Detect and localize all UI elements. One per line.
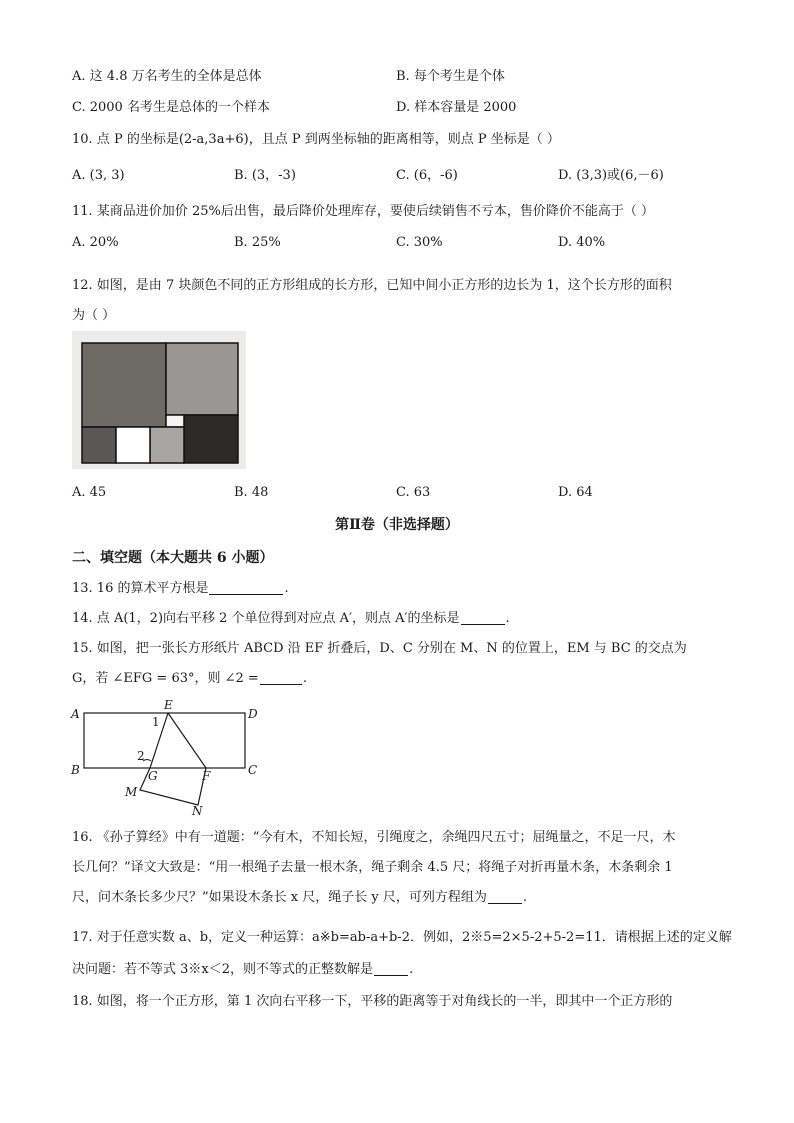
q12-stem-line2: 为（ ）: [72, 308, 116, 323]
q10-option-b: B. (3，-3): [234, 168, 296, 183]
q11-stem: 11. 某商品进价加价 25%后出售，最后降价处理库存，要使后续销售不亏本，售价降价不能高于（ ）: [72, 204, 654, 219]
q10-option-a: A. (3, 3): [72, 168, 125, 183]
q16-line1: 16. 《孙子算经》中有一道题：“今有木，不知长短，引绳度之，余绳四尺五寸；屈绳量之，不足一尺，木: [72, 830, 676, 845]
label-c: C: [248, 763, 258, 777]
q11-option-d: D. 40%: [558, 235, 606, 250]
q12-squares-figure: [72, 331, 246, 469]
part2-title: 第Ⅱ卷（非选择题）: [335, 517, 459, 533]
square-bottom-left: [82, 427, 116, 463]
q14-text: 14. 点 A(1，2)向右平移 2 个单位得到对应点 A′，则点 A′的坐标是: [72, 611, 460, 626]
label-g: G: [148, 769, 158, 783]
q15-end: .: [302, 671, 307, 686]
q9-option-a: A. 这 4.8 万名考生的全体是总体: [72, 69, 262, 84]
q16-text: 尺，问木条长多少尺？”如果设木条长 x 尺，绳子长 y 尺，可列方程组为: [72, 890, 487, 905]
section2-title: 二、填空题（本大题共 6 小题）: [72, 550, 274, 566]
q9-option-c: C. 2000 名考生是总体的一个样本: [72, 100, 270, 115]
q17-text: 决问题：若不等式 3※x＜2，则不等式的正整数解是: [72, 962, 374, 977]
label-m: M: [125, 785, 138, 799]
q13-end: .: [284, 581, 289, 596]
q11-option-c: C. 30%: [396, 235, 443, 250]
q17-line1: 17. 对于任意实数 a、b，定义一种运算：a※b=ab-a+b-2．例如，2※5=2×5-2+5-2=11．请根据上述的定义解: [72, 930, 732, 945]
q15-line1: 15. 如图，把一张长方形纸片 ABCD 沿 EF 折叠后，D、C 分别在 M、N 的位置上，EM 与 BC 的交点为: [72, 641, 687, 656]
q12-option-b: B. 48: [234, 485, 269, 500]
q11-option-b: B. 25%: [234, 235, 281, 250]
label-f: F: [202, 769, 211, 783]
q11-option-a: A. 20%: [72, 235, 119, 250]
q17-line2: [72, 961, 413, 979]
q16-end: .: [522, 890, 527, 905]
q12-option-d: D. 64: [558, 485, 593, 500]
square-top-right: [166, 343, 238, 415]
q10-option-d: D. (3,3)或(6,－6): [558, 168, 664, 183]
q16-line2: 长几何？”译文大致是：“用一根绳子去量一根木条，绳子剩余 4.5 尺；将绳子对折再量木条，木条剩余 1: [72, 860, 673, 875]
label-angle-2: 2: [137, 749, 145, 763]
label-b: B: [71, 763, 80, 777]
q12-option-a: A. 45: [72, 485, 107, 500]
q10-option-c: C. (6，-6): [396, 168, 458, 183]
q15-line2: [72, 670, 307, 688]
q12-option-c: C. 63: [396, 485, 431, 500]
q15-answer-blank[interactable]: [260, 670, 302, 685]
label-angle-1: 1: [152, 715, 160, 729]
q14-answer-blank[interactable]: [461, 610, 505, 625]
q16-answer-blank[interactable]: [488, 889, 522, 904]
q13-line: [72, 580, 289, 598]
square-bottom-right: [184, 415, 238, 463]
square-large: [82, 343, 166, 427]
square-bottom-mid: [150, 427, 184, 463]
q13-answer-blank[interactable]: [209, 580, 283, 595]
q17-end: .: [409, 962, 414, 977]
q14-end: .: [505, 611, 510, 626]
q13-text: 13. 16 的算术平方根是: [72, 581, 209, 596]
q15-fold-figure: [68, 698, 268, 816]
folded-part: [140, 713, 206, 805]
label-e: E: [164, 698, 173, 712]
q9-option-d: D. 样本容量是 2000: [396, 100, 517, 115]
label-d: D: [248, 707, 258, 721]
q9-option-b: B. 每个考生是个体: [396, 69, 505, 84]
q10-stem: 10. 点 P 的坐标是(2-a,3a+6)，且点 P 到两坐标轴的距离相等，则点 P 坐标是（ ）: [72, 132, 560, 147]
label-n: N: [192, 804, 203, 816]
q16-line3: [72, 889, 527, 907]
q12-stem-line1: 12. 如图，是由 7 块颜色不同的正方形组成的长方形，已知中间小正方形的边长为 1，这个长方形的面积: [72, 278, 672, 293]
q15-text: G，若 ∠EFG = 63°，则 ∠2 =: [72, 671, 259, 686]
label-a: A: [71, 707, 80, 721]
q14-line: [72, 610, 510, 628]
q17-answer-blank[interactable]: [374, 961, 408, 976]
q18-line1: 18. 如图，将一个正方形，第 1 次向右平移一下，平移的距离等于对角线长的一半，即其中一个正方形的: [72, 994, 673, 1009]
square-center-small: [166, 415, 184, 427]
rectangle-abcd: [84, 713, 245, 768]
square-bottom-white: [116, 427, 150, 463]
